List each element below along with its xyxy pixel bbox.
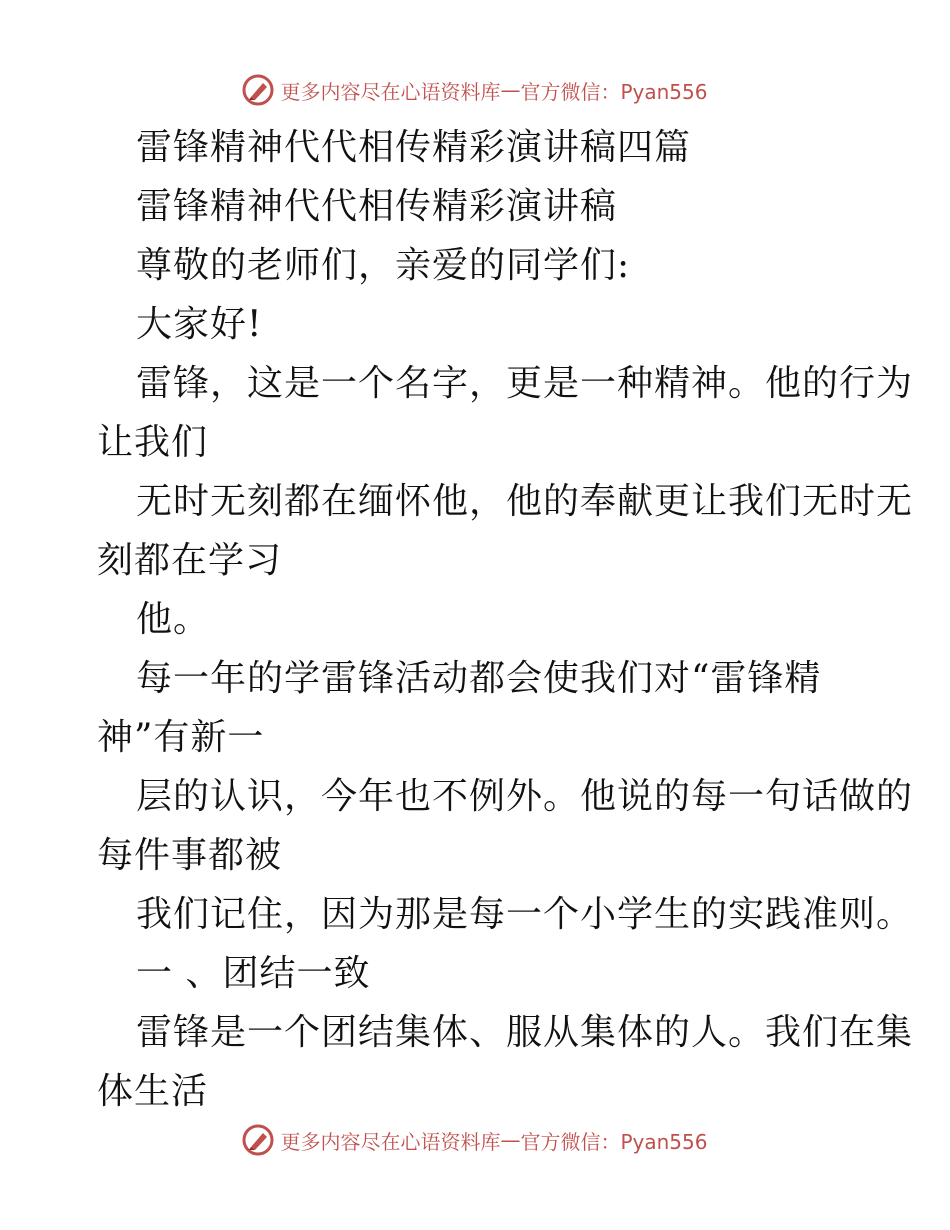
paragraph-line: 让我们 (97, 422, 209, 463)
paragraph-line: 刻都在学习 (97, 540, 283, 581)
paragraph-line: 神”有新一 (97, 717, 265, 758)
paragraph-line: 体生活 (97, 1071, 209, 1112)
section-heading: 一 、团结一致 (136, 953, 371, 994)
footer-banner (0, 1120, 950, 1160)
header-banner-suffix: 官方微信：Pyan556 (520, 79, 708, 104)
footer-banner-suffix: 官方微信：Pyan556 (520, 1129, 708, 1154)
paragraph-line: 层的认识，今年也不例外。他说的每一句话做的 (136, 776, 914, 817)
header-banner-dash: — (500, 78, 521, 102)
header-banner-text: 更多内容尽在心语资料库 (280, 79, 501, 104)
pen-logo-icon (242, 1124, 274, 1156)
greeting-line: 大家好! (136, 304, 263, 345)
header-banner (0, 70, 950, 110)
footer-banner-dash: — (500, 1128, 521, 1152)
paragraph-line: 每件事都被 (97, 835, 283, 876)
doc-subtitle: 雷锋精神代代相传精彩演讲稿 (136, 186, 618, 227)
paragraph-line: 雷锋是一个团结集体、服从集体的人。我们在集 (136, 1012, 914, 1053)
document-body (97, 118, 914, 1121)
paragraph-line: 每一年的学雷锋活动都会使我们对“雷锋精 (136, 658, 822, 699)
paragraph-line: 无时无刻都在缅怀他，他的奉献更让我们无时无 (136, 481, 914, 522)
doc-title: 雷锋精神代代相传精彩演讲稿四篇 (136, 127, 692, 168)
paragraph-line: 我们记住，因为那是每一个小学生的实践准则。 (136, 894, 914, 935)
pen-logo-icon (242, 74, 274, 106)
footer-banner-text: 更多内容尽在心语资料库 (280, 1129, 501, 1154)
paragraph-line: 他。 (136, 599, 211, 640)
greeting-line: 尊敬的老师们，亲爱的同学们: (136, 245, 631, 286)
paragraph-line: 雷锋，这是一个名字，更是一种精神。他的行为 (136, 363, 914, 404)
